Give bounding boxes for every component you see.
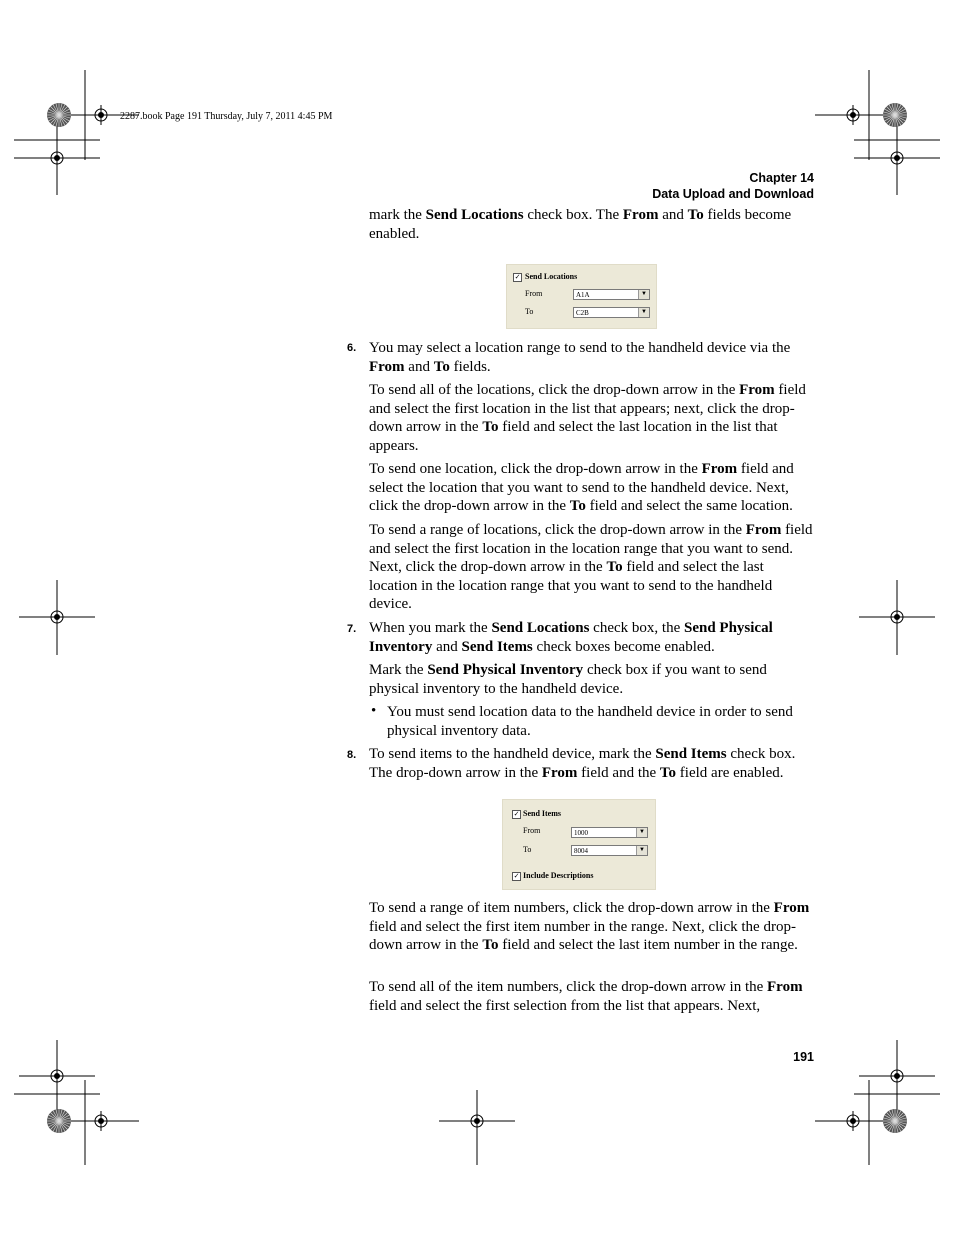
to-value: 8004 <box>574 847 588 855</box>
paragraph: mark the Send Locations check box. The From and To fields become enabled. <box>369 207 792 242</box>
paragraph: When you mark the Send Locations check box, the Send Physical Inventory and Send Items check boxes become enabled. <box>369 620 773 655</box>
chevron-down-icon[interactable]: ▼ <box>638 290 649 299</box>
chevron-down-icon[interactable]: ▼ <box>636 828 647 837</box>
from-value: A1A <box>576 291 590 299</box>
chapter-label: Chapter 14 <box>749 171 814 185</box>
to-label: To <box>523 845 532 854</box>
paragraph: To send all of the locations, click the drop-down arrow in the From field and select the first location in the list that appears; next, click the drop-down arrow in the To field and select the last location in the list that appears. <box>369 382 806 454</box>
send-items-dialog <box>502 799 656 890</box>
chevron-down-icon[interactable]: ▼ <box>638 308 649 317</box>
step-number: 8. <box>347 749 357 761</box>
from-dropdown[interactable] <box>573 289 650 300</box>
paragraph: Mark the Send Physical Inventory check box if you want to send physical inventory to the handheld device. <box>369 662 767 697</box>
send-locations-checkbox[interactable]: ✓ <box>514 273 521 281</box>
from-label: From <box>525 289 543 298</box>
from-value: 1000 <box>574 829 588 837</box>
include-descriptions-checkbox[interactable]: ✓ <box>513 872 520 880</box>
from-label: From <box>523 826 541 835</box>
chevron-down-icon[interactable]: ▼ <box>636 846 647 855</box>
paragraph: You may select a location range to send to the handheld device via the From and To fields. <box>369 340 791 375</box>
send-locations-dialog <box>506 264 657 329</box>
step-number: 6. <box>347 342 357 354</box>
paragraph: To send a range of item numbers, click the drop-down arrow in the From field and select the first item number in the range. Next, click the drop-down arrow in the To field and select the last item number in the range. <box>369 900 810 954</box>
from-dropdown[interactable] <box>571 827 648 838</box>
bullet-marker: • <box>371 703 377 719</box>
to-label: To <box>525 307 534 316</box>
to-dropdown[interactable] <box>573 307 650 318</box>
print-slug: 2287.book Page 191 Thursday, July 7, 2011 4:45 PM <box>120 111 333 122</box>
page-number: 191 <box>793 1050 814 1064</box>
step-number: 7. <box>347 623 357 635</box>
to-value: C2B <box>576 309 589 317</box>
send-locations-label: Send Locations <box>525 272 578 281</box>
paragraph: To send all of the item numbers, click the drop-down arrow in the From field and select the first selection from the list that appears. Next, <box>369 979 803 1014</box>
chapter-title: Data Upload and Download <box>652 187 814 201</box>
paragraph: To send a range of locations, click the drop-down arrow in the From field and select the first location in the location range that you want to send. Next, click the drop-down arrow in the To field and select the last location in the location range that you want to send to the handheld device. <box>369 522 813 613</box>
bullet-paragraph: You must send location data to the handheld device in order to send physical inventory data. <box>387 704 793 739</box>
include-descriptions-label: Include Descriptions <box>523 871 594 880</box>
send-items-checkbox[interactable]: ✓ <box>513 810 520 818</box>
paragraph: To send one location, click the drop-down arrow in the From field and select the location that you want to send to the handheld device. Next, click the drop-down arrow in the To field and select the same location. <box>369 461 794 515</box>
send-items-label: Send Items <box>523 809 562 818</box>
to-dropdown[interactable] <box>571 845 648 856</box>
paragraph: To send items to the handheld device, mark the Send Items check box. The drop-down arrow in the From field and the To field are enabled. <box>369 746 796 781</box>
